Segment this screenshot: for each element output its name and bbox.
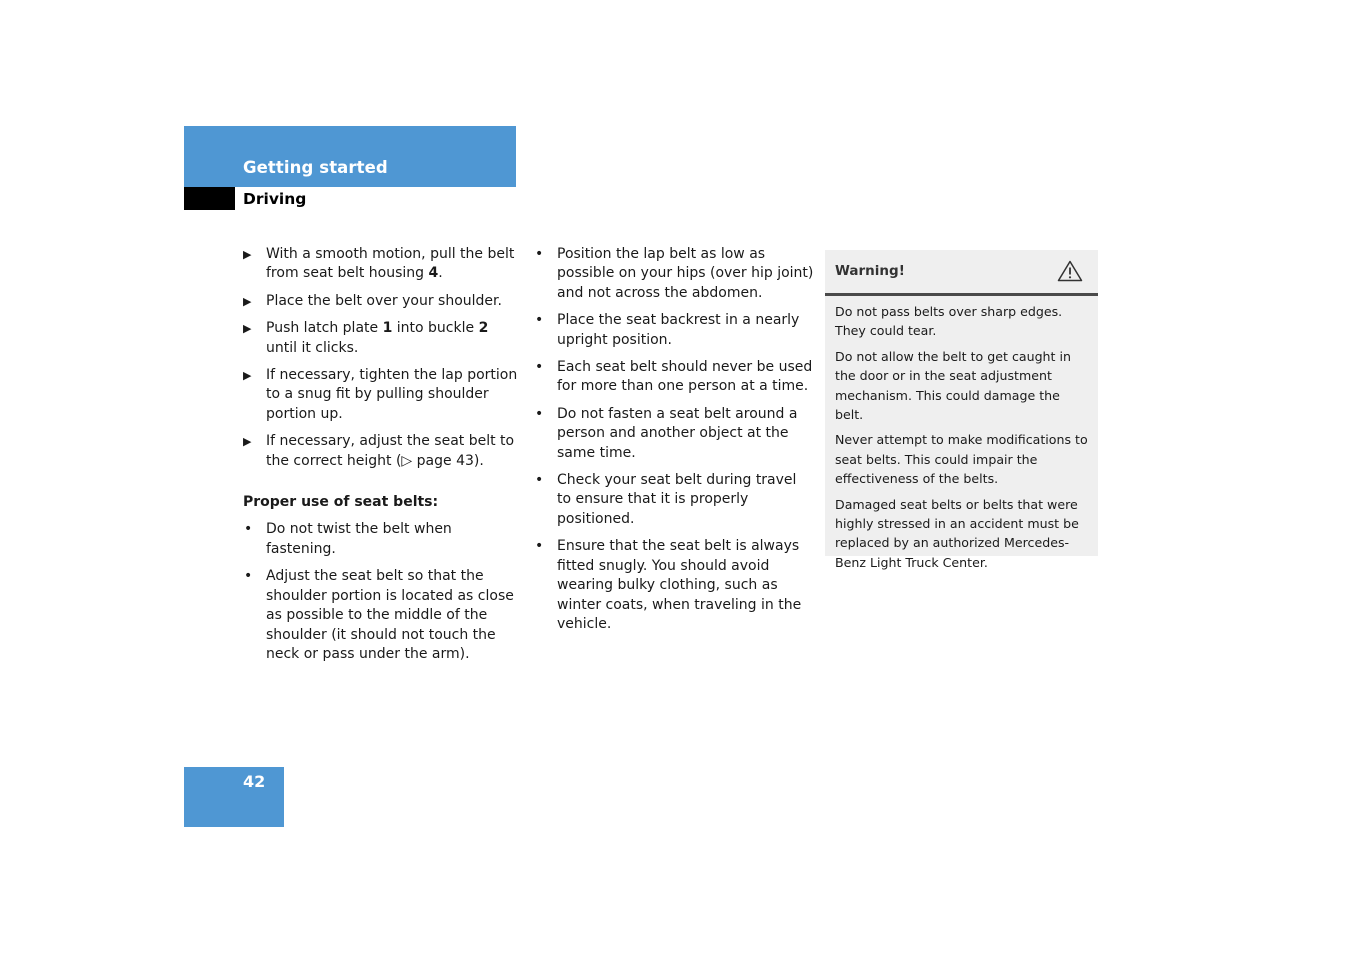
proper-use-list [243, 520, 523, 664]
section-title: Getting started [243, 158, 388, 177]
column-left [243, 245, 523, 672]
page-number-box [184, 767, 284, 827]
subsection-title: Driving [243, 190, 307, 208]
warning-triangle-icon [1057, 260, 1083, 282]
subsection-tab-marker [184, 187, 235, 210]
step-arrow-icon: ▶ [243, 248, 252, 261]
warning-paragraph: Do not pass belts over sharp edges. They could tear. [835, 304, 1063, 339]
instruction-step: ▶ Push latch plate 1 into buckle 2 until it clicks. [243, 320, 489, 356]
instruction-steps [243, 245, 523, 471]
list-item: • Check your seat belt during travel to ensure that it is properly positioned. [535, 472, 797, 527]
list-item: • Do not fasten a seat belt around a person and another object at the same time. [535, 405, 798, 461]
bullet-icon: • [535, 538, 544, 555]
header-band [184, 126, 516, 187]
warning-header [825, 250, 1098, 296]
bullet-icon: • [535, 312, 544, 329]
step-arrow-icon: ▶ [243, 294, 252, 308]
warning-paragraph: Damaged seat belts or belts that were highly stressed in an accident must be replaced by an authorized Mercedes-Benz Light Truck Center. [835, 496, 1079, 570]
bullet-icon: • [244, 568, 253, 585]
proper-use-heading: Proper use of seat belts: [243, 494, 439, 511]
list-item: • Each seat belt should never be used for more than one person at a time. [535, 359, 813, 395]
warning-body [825, 296, 1098, 572]
step-arrow-icon: ▶ [243, 435, 252, 449]
warning-paragraph: Never attempt to make modifications to seat belts. This could impair the effectiveness of the belts. [835, 432, 1088, 487]
seat-belt-guidelines [534, 245, 814, 634]
instruction-step: ▶ Place the belt over your shoulder. [243, 292, 523, 311]
bullet-icon: • [535, 359, 544, 376]
bullet-icon: • [535, 246, 544, 262]
bullet-icon: • [535, 405, 544, 422]
instruction-step: ▶ With a smooth motion, pull the belt from seat belt housing 4. [243, 246, 515, 282]
warning-box [825, 250, 1098, 570]
warning-paragraph: Do not allow the belt to get caught in the door or in the seat adjustment mechanism. This could damage the belt. [835, 348, 1071, 423]
page-number: 42 [243, 772, 266, 791]
bullet-icon: • [244, 521, 253, 538]
instruction-step: ▶ If necessary, tighten the lap portion to a snug fit by pulling shoulder portion up. [243, 367, 518, 422]
warning-title: Warning! [835, 263, 905, 279]
list-item: • Ensure that the seat belt is always fitted snugly. You should avoid wearing bulky clothing, such as winter coats, when traveling in the vehicle. [535, 538, 802, 632]
step-arrow-icon: ▶ [243, 369, 252, 383]
list-item: • Do not twist the belt when fastening. [244, 521, 452, 557]
bullet-icon: • [535, 472, 544, 489]
list-item: • Place the seat backrest in a nearly upright position. [535, 312, 800, 348]
list-item: • Position the lap belt as low as possible on your hips (over hip joint) and not across the abdomen. [535, 246, 814, 301]
instruction-step [243, 432, 523, 471]
list-item: • Adjust the seat belt so that the shoulder portion is located as close as possible to the middle of the shoulder (it should not touch the neck or pass under the arm). [244, 568, 514, 662]
column-middle [534, 245, 814, 642]
step-arrow-icon: ▶ [243, 322, 252, 336]
page-reference-text: If necessary, adjust the seat belt to the correct height (▷ page 43). [266, 433, 515, 469]
